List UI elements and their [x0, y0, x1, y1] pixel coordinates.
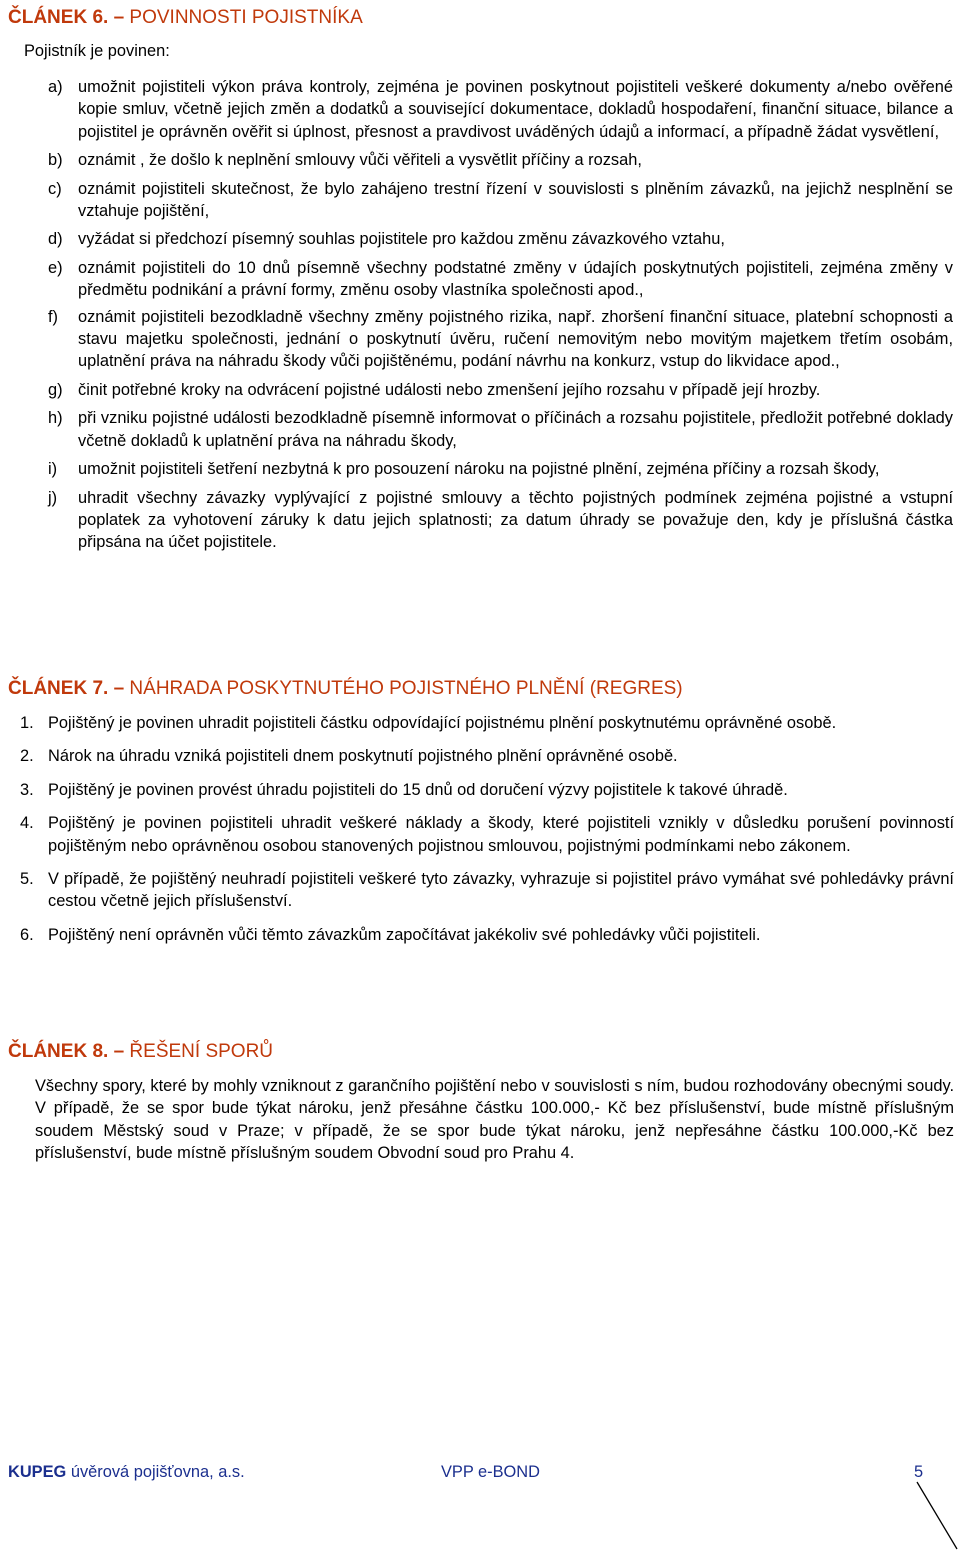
- list-item: [48, 407, 953, 452]
- footer-brand: KUPEG: [8, 1463, 67, 1481]
- list-item: [48, 228, 953, 250]
- list-text: oznámit pojistiteli do 10 dnů písemně všechny podstatné změny v údajích poskytnutých pojistiteli, zejména změny v předmětu podnikání a právní formy, změnu osoby vlastníka společnosti apod.,: [78, 258, 953, 300]
- list-item: [48, 257, 953, 302]
- list-marker: b): [48, 151, 63, 170]
- article-6-heading: [8, 6, 363, 30]
- corner-line-stroke: [917, 1482, 957, 1549]
- article-7-number: ČLÁNEK 7. –: [8, 678, 125, 699]
- list-text: Pojištěný je povinen provést úhradu pojistiteli do 15 dnů od doručení výzvy pojistitele k takové úhradě.: [48, 780, 788, 799]
- list-text: uhradit všechny závazky vyplývající z pojistné smlouvy a těchto pojistných podmínek zejména pojistné a vstupní poplatek za vyhotovení záruky k datu jejich splatnosti; za datum úhrady se považuje den, kdy je příslušná částka připsána na účet pojistitele.: [78, 488, 953, 552]
- list-text: umožnit pojistiteli výkon práva kontroly, zejména je povinen poskytnout pojistiteli veškeré dokumenty a/nebo ověřené kopie smluv, včetně jejich změn a dodatků a související dokumentace, dokladů hospodaření, finanční situace, bilance a pojistitel je oprávněn ověřit si úplnost, přesnost a pravdivost uváděných údajů a informací, a případně žádat vysvětlení,: [78, 78, 953, 141]
- article-8-title: ŘEŠENÍ SPORŮ: [129, 1041, 274, 1062]
- list-item: [48, 149, 953, 171]
- footer-company-name: úvěrová pojišťovna, a.s.: [70, 1463, 245, 1481]
- list-marker: i): [48, 460, 58, 479]
- list-text: vyžádat si předchozí písemný souhlas pojistitele pro každou změnu závazkového vztahu,: [78, 230, 725, 249]
- list-item: [20, 712, 954, 734]
- corner-diagonal-line: [915, 1480, 960, 1551]
- list-text: při vzniku pojistné události bezodkladně písemně informovat o příčinách a rozsahu pojistitele, předložit potřebné doklady včetně dokladů k uplatnění práva na náhradu škody,: [78, 409, 953, 450]
- list-item: [20, 779, 954, 801]
- list-text: oznámit pojistiteli skutečnost, že bylo zahájeno trestní řízení v souvislosti s plněním závazků, na jejichž nesplnění se vztahuje pojištění,: [78, 179, 953, 221]
- list-item: [48, 379, 953, 401]
- list-marker: 5.: [20, 870, 34, 889]
- footer-company: [8, 1461, 245, 1483]
- list-marker: 3.: [20, 780, 34, 799]
- list-item: [48, 458, 953, 480]
- list-text: Pojištěný není oprávněn vůči těmto závazkům započítávat jakékoliv své pohledávky vůči pojistiteli.: [48, 925, 761, 944]
- list-marker: e): [48, 258, 63, 277]
- list-text: V případě, že pojištěný neuhradí pojistiteli veškeré tyto závazky, vyhrazuje si pojistitel právo vymáhat své pohledávky právní cestou včetně jejich příslušenství.: [48, 870, 954, 911]
- list-item: [20, 924, 954, 946]
- list-marker: c): [48, 179, 62, 198]
- list-text: oznámit pojistiteli bezodkladně všechny změny pojistného rizika, např. zhoršení finanční situace, platební schopnosti a stavu majetku společnosti, jednání o poskytnutí úvěru, ručení nemovitým nebo movitým majetkem třetím osobám, uplatnění práva na náhradu škody vůči pojištěnému, podání návrhu na konkurz, vstup do likvidace apod.,: [78, 307, 953, 371]
- article-6-title: POVINNOSTI POJISTNÍKA: [129, 7, 363, 28]
- list-marker: h): [48, 409, 63, 428]
- footer-document-name: VPP e-BOND: [441, 1463, 540, 1481]
- article-7-heading: [8, 677, 683, 701]
- list-text: Pojištěný je povinen pojistiteli uhradit veškeré náklady a škody, které pojistiteli vznikly v důsledku porušení povinností pojištěným nebo oprávněnou osobou stanovených pojistnou smlouvou, pojistnými podmínkami nebo zákonem.: [48, 814, 954, 855]
- list-item: [48, 487, 953, 554]
- article-6-number: ČLÁNEK 6. –: [8, 7, 125, 28]
- article-8-heading: [8, 1040, 273, 1064]
- list-text: oznámit , že došlo k neplnění smlouvy vůči věřiteli a vysvětlit příčiny a rozsah,: [78, 151, 642, 170]
- article-7-regress-list: [20, 712, 954, 946]
- list-item: [20, 812, 954, 857]
- article-8-number: ČLÁNEK 8. –: [8, 1041, 125, 1062]
- article-7-title: NÁHRADA POSKYTNUTÉHO POJISTNÉHO PLNĚNÍ (REGRES): [129, 678, 683, 699]
- list-marker: 2.: [20, 747, 34, 766]
- list-item: [48, 306, 953, 373]
- article-6-intro: Pojistník je povinen:: [24, 42, 170, 60]
- list-text: umožnit pojistiteli šetření nezbytná k pro posouzení nároku na pojistné plnění, zejména příčiny a rozsah škody,: [78, 460, 880, 479]
- list-marker: j): [48, 488, 58, 507]
- list-item: [20, 868, 954, 913]
- list-item: [48, 178, 953, 223]
- list-item: [48, 76, 953, 143]
- list-text: Pojištěný je povinen uhradit pojistiteli částku odpovídající pojistnému plnění poskytnutému oprávněné osobě.: [48, 714, 837, 732]
- list-marker: 4.: [20, 814, 34, 833]
- page-footer: [8, 1461, 928, 1483]
- list-item: [20, 745, 954, 767]
- list-marker: f): [48, 307, 59, 326]
- list-marker: 6.: [20, 925, 34, 944]
- page-number: 5: [914, 1463, 924, 1481]
- list-marker: a): [48, 78, 63, 96]
- list-marker: 1.: [20, 714, 34, 732]
- list-marker: g): [48, 380, 63, 399]
- article-8-paragraph: Všechny spory, které by mohly vzniknout z garančního pojištění nebo v souvislosti s ním, budou rozhodovány obecnými soudy. V případě, že se spor bude týkat nároku, jenž přesáhne částku 100.000,- Kč bez příslušenství, bude místně příslušným soudem Městský soud v Praze; v případě, že se spor bude týkat nároku, jenž nepřesáhne částku 100.000,-Kč bez příslušenství, bude místně příslušným soudem Obvodní soud pro Prahu 4.: [35, 1077, 954, 1163]
- article-6-obligations-list: [48, 76, 953, 554]
- list-text: Nárok na úhradu vzniká pojistiteli dnem poskytnutí pojistného plnění oprávněné osobě.: [48, 747, 678, 766]
- list-text: činit potřebné kroky na odvrácení pojistné události nebo zmenšení jejího rozsahu v případě její hrozby.: [78, 380, 821, 399]
- list-marker: d): [48, 230, 63, 249]
